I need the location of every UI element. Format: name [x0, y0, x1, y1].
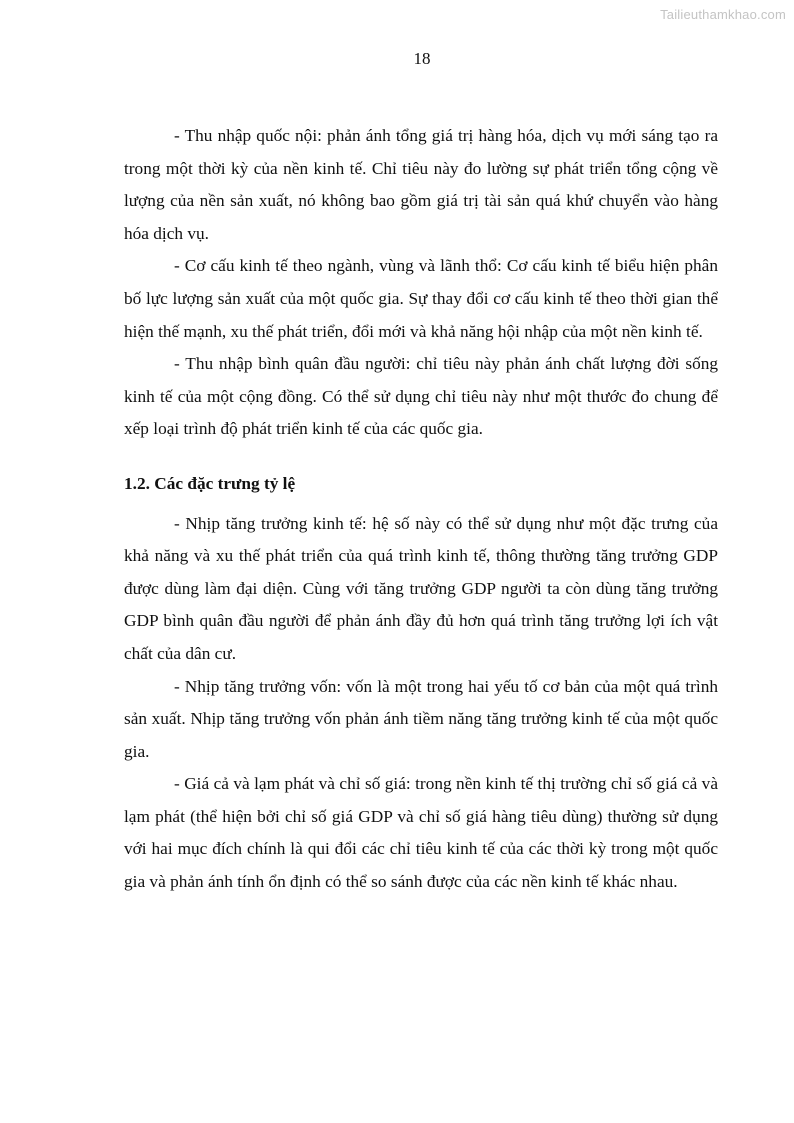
paragraph-economic-structure: - Cơ cấu kinh tế theo ngành, vùng và lãnh thổ: Cơ cấu kinh tế biểu hiện phân bố lực lượng sản xuất của một quốc gia. Sự thay đổi cơ cấu kinh tế theo thời gian thể hiện thế mạnh, xu thế phát triển, đổi mới và khả năng hội nhập của một nền kinh tế.: [124, 256, 718, 341]
paragraph-price-inflation: - Giá cả và lạm phát và chỉ số giá: trong nền kinh tế thị trường chỉ số giá cả và lạm phát (thể hiện bởi chỉ số giá GDP và chỉ số giá hàng tiêu dùng) thường sử dụng với hai mục đích chính là qui đổi các chỉ tiêu kinh tế của các thời kỳ trong một quốc gia và phản ánh tính ổn định có thể so sánh được của các nền kinh tế khác nhau.: [124, 774, 718, 892]
paragraph-economic-growth-rate: - Nhịp tăng trưởng kinh tế: hệ số này có thể sử dụng như một đặc trưng của khả năng và xu thế phát triển của quá trình kinh tế, thông thường tăng trưởng GDP được dùng làm đại diện. Cùng với tăng trưởng GDP người ta còn dùng tăng trưởng GDP bình quân đầu người để phản ánh đầy đủ hơn quá trình tăng trưởng lợi ích vật chất của dân cư.: [124, 513, 718, 663]
document-body: [124, 120, 718, 899]
paragraph-capital-growth-rate: - Nhịp tăng trưởng vốn: vốn là một trong hai yếu tố cơ bản của một quá trình sản xuất. Nhịp tăng trưởng vốn phản ánh tiềm năng tăng trưởng kinh tế của một quốc gia.: [124, 676, 718, 761]
page-number: 18: [413, 49, 431, 68]
section-heading: 1.2. Các đặc trưng tỷ lệ: [124, 473, 296, 493]
paragraph-gdp: - Thu nhập quốc nội: phản ánh tổng giá trị hàng hóa, dịch vụ mới sáng tạo ra trong một thời kỳ của nền kinh tế. Chỉ tiêu này đo lường sự phát triển tổng cộng về lượng của nền sản xuất, nó không bao gồm giá trị tài sản quá khứ chuyển vào hàng hóa dịch vụ.: [124, 126, 718, 243]
paragraph-income-per-capita: - Thu nhập bình quân đầu người: chỉ tiêu này phản ánh chất lượng đời sống kinh tế của một cộng đồng. Có thể sử dụng chỉ tiêu này như một thước đo chung để xếp loại trình độ phát triển kinh tế của các quốc gia.: [124, 354, 718, 439]
watermark: Tailieuthamkhao.com: [660, 7, 786, 22]
